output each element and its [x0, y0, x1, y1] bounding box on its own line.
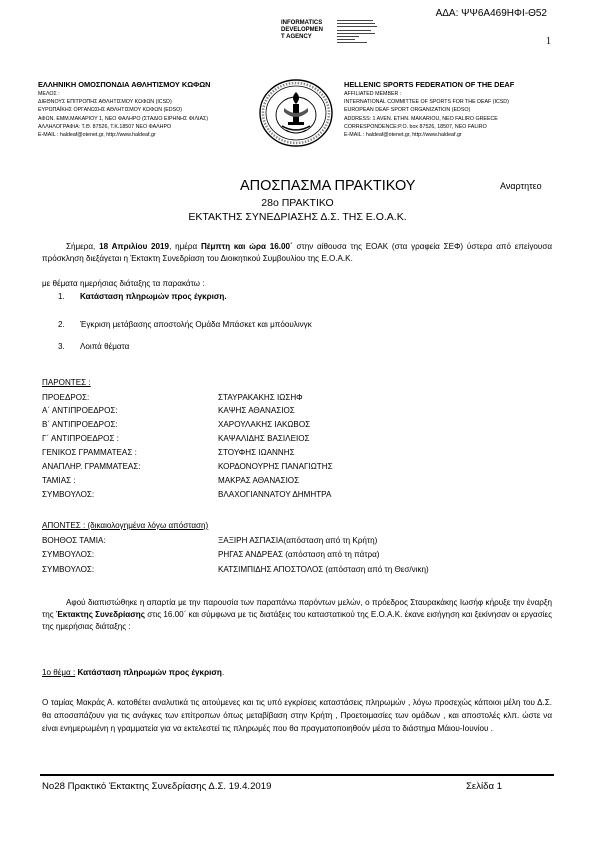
present-role: Β΄ ΑΝΤΙΠΡΟΕΔΡΟΣ:	[42, 420, 118, 429]
present-name: ΧΑΡΟΥΛΑΚΗΣ ΙΑΚΩΒΟΣ	[218, 420, 311, 429]
header-line: ΜΕΛΟΣ :	[38, 91, 60, 97]
session-title: ΕΚΤΑΚΤΗΣ ΣΥΝΕΔΡΙΑΣΗΣ Δ.Σ. ΤΗΣ Ε.Ο.Α.Κ.	[188, 211, 407, 223]
header-line: CORRESPONDENCE:P.O. box 87526, 18507, NEO FALIRO	[344, 123, 487, 130]
page-number: 1	[546, 36, 551, 47]
present-name: ΚΟΡΔΟΝΟΥΡΗΣ ΠΑΝΑΓΙΩΤΗΣ	[218, 462, 333, 471]
header-line: ΔΙΕΘΝΟΥΣ ΕΠΙΤΡΟΠΗΣ ΑΘΛΗΤΙΣΜΟΥ ΚΩΦΩΝ (ICSD)	[38, 99, 172, 106]
agency-stamp-lines	[337, 20, 377, 46]
header-line: EUROPEAN DEAF SPORT ORGANIZATION (EDSO)	[344, 107, 471, 114]
header-line: ADDRESS: 1 AVEN. ETHN. MAKARIOU, NEO FALIRO GREECE	[344, 115, 498, 122]
federation-name-greek: ΕΛΛΗΝΙΚΗ ΟΜΟΣΠΟΝΔΙΑ ΑΘΛΗΤΙΣΜΟΥ ΚΩΦΩΝ	[38, 80, 211, 89]
absent-role: ΒΟΗΘΟΣ ΤΑΜΙΑ:	[42, 536, 106, 545]
document-title: ΑΠΟΣΠΑΣΜΑ ΠΡΑΚΤΙΚΟΥ	[240, 178, 416, 194]
agenda-lead: με θέματα ημερήσιας διάταξης τα παρακάτω :	[42, 279, 205, 288]
agency-line: INFORMATICS	[281, 20, 323, 26]
quorum-paragraph	[42, 597, 552, 633]
present-role: ΣΥΜΒΟΥΛΟΣ:	[42, 490, 95, 499]
present-role: ΠΡΟΕΔΡΟΣ:	[42, 393, 90, 402]
header-line: ΑΛΛΗΛΟΓΡΑΦΙΑ: Τ.Θ. 87526, Τ.Κ.18507 ΝΕΟ ΦΑΛΗΡΟ	[38, 123, 172, 130]
header-english	[344, 80, 564, 139]
present-name: ΚΑΨΑΛΙΔΗΣ ΒΑΣΙΛΕΙΟΣ	[218, 434, 310, 443]
present-role: ΓΕΝΙΚΟΣ ΓΡΑΜΜΑΤΕΑΣ :	[42, 448, 137, 457]
intro-text: Σήμερα,	[66, 242, 96, 251]
topic-heading: 1ο θέμα : Κατάσταση πληρωμών προς έγκριση.	[42, 668, 225, 677]
header-greek	[38, 80, 258, 139]
topic-body: Ο ταμίας Μακράς Α. κατοθέτει αναλυτικά τις αιτούμενες και τις υπό εγκρίσεις καταστάσεις πληρωμών , λόγω προσεχώς κάποιοι μέλη του Δ.Σ. θα αποσαπάζουν για τις ανάγκες των επίτροπων όπως μεταβίβαση στην Κρήτη , Προετοιμασίες των ομάδων , και αποστολές κλπ. ώστε να είναι ενημερωμένη η γραμματεία για να εκτελεστεί τις πληρωμές που θα πραγματοποιηθούν μέσα το διάστημα Μάιου-Ιουνίου .	[42, 698, 552, 733]
footer-divider	[40, 774, 554, 776]
agenda-item-text: Κατάσταση πληρωμών προς έγκριση.	[80, 292, 227, 301]
intro-text: στην αίθουσα της ΕΟΑΚ (στα γραφεία ΣΕΦ) ύστερα από επείγουσα πρόσκληση διεξάγεται η Έκτακτη Συνεδρίαση του Διοικητικού Συμβουλίου της Ε.Ο.Α.Κ.	[42, 242, 552, 263]
present-name: ΣΤΑΥΡΑΚΑΚΗΣ ΙΩΣΗΦ	[218, 393, 303, 402]
present-name: ΣΤΟΥΦΗΣ ΙΩΑΝΝΗΣ	[218, 448, 295, 457]
agency-line: DEVELOPMEN	[281, 27, 324, 33]
footer-page: Σελίδα 1	[466, 781, 503, 792]
quorum-text: Αφού διαπιστώθηκε η απαρτία με την παρουσία των παραπάνω παρόντων μελών, ο πρόεδρος Σταυρακάκης Ιωσήφ κήρυξε την έναρξη της	[42, 598, 552, 619]
ada-code: ΑΔΑ: ΨΨ6Α469ΗΦΙ-Θ52	[435, 8, 547, 19]
minutes-number: 28ο ΠΡΑΚΤΙΚΟ	[261, 197, 334, 209]
footer-reference: Νο28 Πρακτικό Έκτακτης Συνεδρίασης Δ.Σ. 19.4.2019	[42, 781, 272, 792]
header-line: ΕΥΡΩΠΑΪΚΗΣ ΟΡΓΑΝΩΣΗΣ ΑΘΛΗΤΙΣΜΟΥ ΚΩΦΩΝ (EDSO)	[38, 107, 183, 114]
agency-stamp	[281, 20, 323, 41]
header-line: E-MAIL : haldeaf@otenet.gr, http://www.haldeaf.gr	[38, 132, 156, 139]
agency-line: T AGENCY	[281, 34, 312, 40]
federation-logo-icon	[258, 78, 334, 153]
header-line: INTERNATIONAL COMMITTEE OF SPORTS FOR THE DEAF (ICSD)	[344, 99, 509, 106]
agenda-item-text: Λοιπά θέματα	[80, 342, 130, 351]
header-line: E-MAIL : haldeaf@otenet.gr, http://www.haldeaf.gr	[344, 132, 462, 139]
header-line: AFFILIATED MEMBER :	[344, 91, 402, 97]
present-role: ΑΝΑΠΛΗΡ. ΓΡΑΜΜΑΤΕΑΣ:	[42, 462, 141, 471]
present-role: ΤΑΜΙΑΣ :	[42, 476, 76, 485]
present-name: ΜΑΚΡΑΣ ΑΘΑΝΑΣΙΟΣ	[218, 476, 300, 485]
absent-name: ΡΗΓΑΣ ΑΝΔΡΕΑΣ (απόσταση από τη πάτρα)	[218, 550, 380, 559]
quorum-text: στις 16.00΄ και σύμφωνα με τις διατάξεις του καταστατικού της Ε.Ο.Α.Κ. έκανε εισήγηση και ξεκίνησαν οι εργασίες της ημερήσιας διάταξης :	[42, 610, 553, 631]
federation-name-english: HELLENIC SPORTS FEDERATION OF THE DEAF	[344, 80, 515, 89]
absent-heading: ΑΠΟΝΤΕΣ : (δικαιολογημένα λόγω απόσταση)	[42, 521, 209, 530]
header-line: ΑΦΩΝ. ΕΜΜ.ΜΑΚΑΡΙΟΥ 1, ΝΕΟ ΦΑΛΗΡΟ (ΣΤΑΔΙΟ ΕΙΡΗΝΗΣ ΦΙΛΙΑΣ)	[38, 115, 209, 122]
absent-role: ΣΥΜΒΟΥΛΟΣ:	[42, 550, 95, 559]
topic-label: 1ο θέμα :	[42, 668, 76, 677]
intro-text: , ημέρα	[169, 242, 198, 251]
posting-status: Αναρτητεο	[500, 181, 542, 191]
present-role: Α΄ ΑΝΤΙΠΡΟΕΔΡΟΣ:	[42, 406, 118, 415]
absent-name: ΚΑΤΣΙΜΠΙΔΗΣ ΑΠΟΣΤΟΛΟΣ (απόσταση από τη Θεσ/νικη)	[218, 565, 429, 574]
agenda-item-text: Έγκριση μετάβασης αποστολής Ομάδα Μπάσκετ και μπόουλινγκ	[80, 320, 312, 329]
intro-paragraph	[42, 241, 552, 265]
meeting-date: 18 Απριλίου 2019	[99, 242, 170, 251]
absent-name: ΞΑΞΙΡΗ ΑΣΠΑΣΙΑ(απόσταση από τη Κρήτη)	[218, 536, 378, 545]
meeting-day-time: Πέμπτη και ώρα 16.00΄	[200, 242, 293, 251]
session-type: Έκτακτης Συνεδρίασης	[55, 610, 145, 619]
present-name: ΚΑΨΗΣ ΑΘΑΝΑΣΙΟΣ	[218, 406, 295, 415]
present-name: ΒΛΑΧΟΓΙΑΝΝΑΤΟΥ ΔΗΜΗΤΡΑ	[218, 490, 332, 499]
absent-role: ΣΥΜΒΟΥΛΟΣ:	[42, 565, 95, 574]
topic-title: Κατάσταση πληρωμών προς έγκριση	[77, 668, 222, 677]
present-role: Γ΄ ΑΝΤΙΠΡΟΕΔΡΟΣ :	[42, 434, 119, 443]
present-heading: ΠΑΡΟΝΤΕΣ :	[42, 378, 91, 387]
